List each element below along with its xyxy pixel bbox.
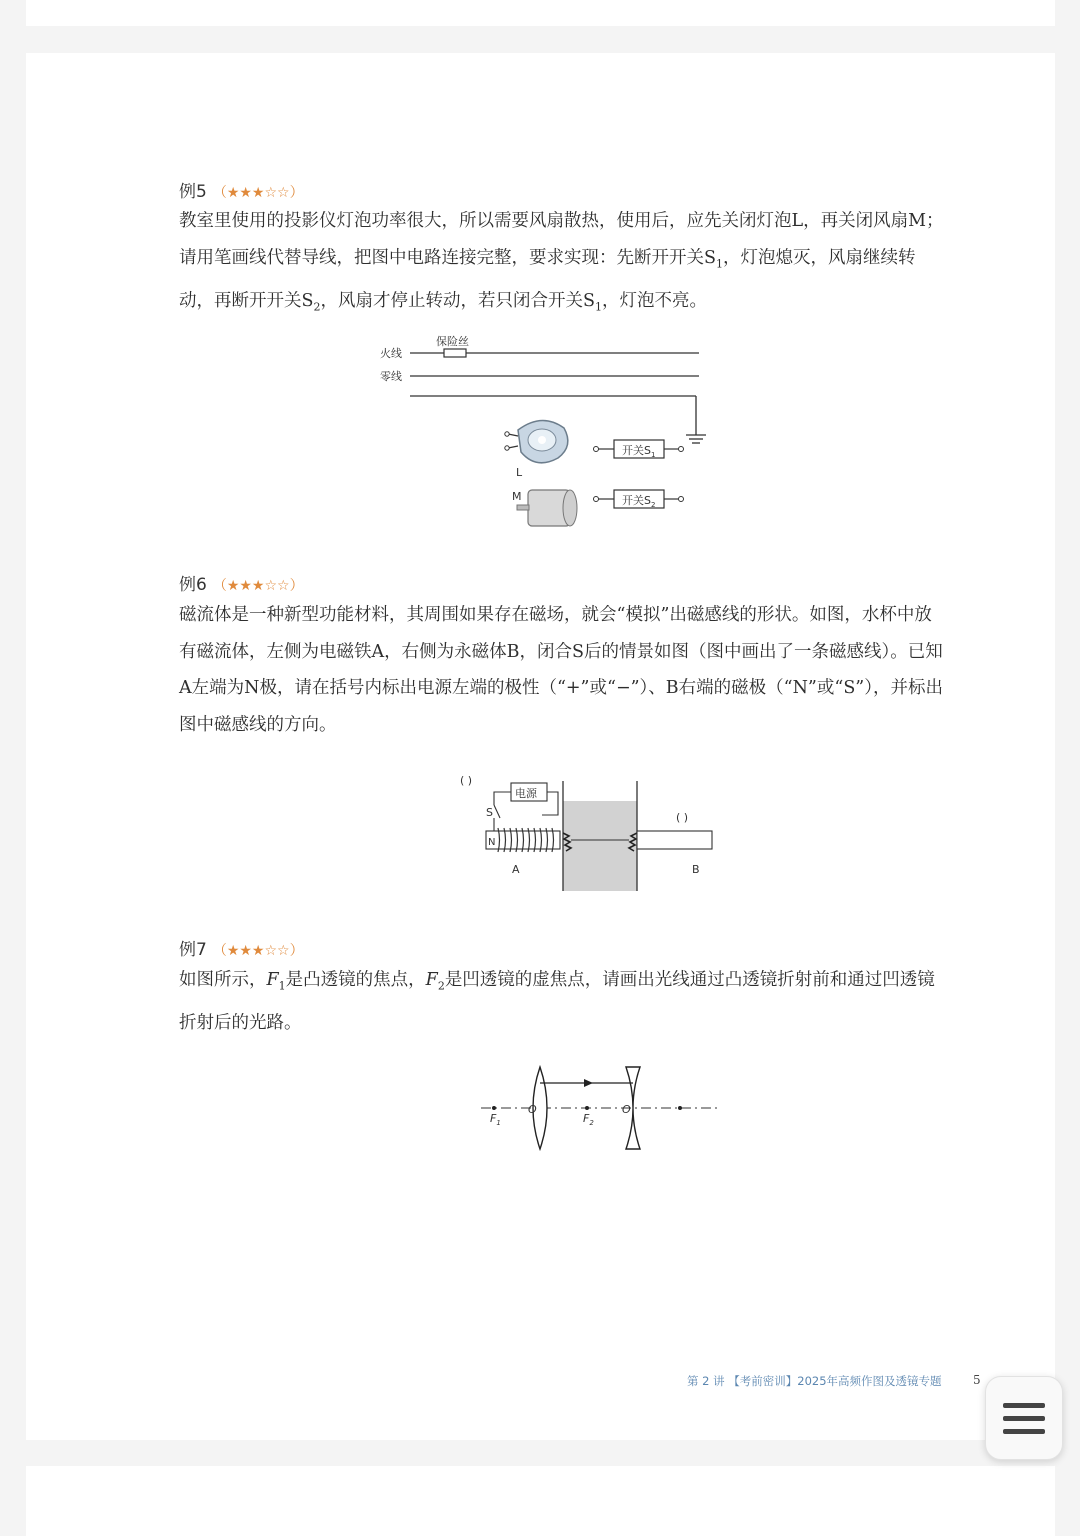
svg-text:开关S2: 开关$S_2$ [622,494,656,509]
neutral-wire-label: 零线 [380,370,402,383]
svg-text:F2: $F_2$ [583,1112,594,1127]
example-7-title [179,935,304,960]
lens-optics-diagram [476,1063,726,1155]
f2-label: F [583,1112,590,1125]
f1-label: F [490,1112,497,1125]
example-7-label: 例7 [179,940,207,960]
switch-2-label: 开关S [622,494,651,507]
document-page [26,53,1055,1440]
focus-f1 [492,1106,496,1110]
example-7-difficulty-stars: （★★★☆☆） [212,943,304,959]
power-source-label: 电源 [515,787,537,800]
svg-text:开关S1: 开关$S_1$ [622,444,656,459]
motor-label: M [512,490,522,503]
fuse-label: 保险丝 [436,335,469,348]
label-b: B [692,863,700,876]
magnetic-fluid-diagram [446,771,736,891]
label-a: A [512,863,520,876]
fuse [444,349,466,357]
hamburger-menu-icon [1003,1403,1045,1408]
page-footer: 第 2 讲 【考前密训】2025年高频作图及透镜专题 [687,1374,942,1388]
power-polarity-bracket: ( ) [460,774,473,787]
example-5-difficulty-stars: （★★★☆☆） [212,185,304,201]
electromagnet-a [486,828,560,852]
previous-page-edge [26,0,1055,26]
example-5-question: 教室里使用的投影仪灯泡功率很大，所以需要风扇散热，使用后，应先关闭灯泡L，再关闭风扇M；请用笔画线代替导线，把图中电路连接完整，要求实现：先断开开关$S_1$，灯泡熄灭，风扇继续转动，再断开开关$S_2$，风扇才停止转动，若只闭合开关$S_1$，灯泡不亮。 [179,211,944,313]
o1-label: O [528,1103,537,1116]
circuit-diagram [366,328,726,538]
example-6-question: 磁流体是一种新型功能材料，其周围如果存在磁场，就会“模拟”出磁感线的形状。如图，水杯中放有磁流体，左侧为电磁铁A，右侧为永磁体B，闭合S后的情景如图（图中画出了一条磁感线）。已知A左端为N极，请在括号内标出电源左端的极性（“+”或“−”）、B右端的磁极（“N”或“S”），并标出图中磁感线的方向。 [179,605,944,735]
lamp-icon [505,420,568,462]
live-wire-label: 火线 [380,347,402,360]
example-7-question: 如图所示，$F_1$是凸透镜的焦点，$F_2$是凹透镜的虚焦点，请画出光线通过凸透镜折射前和通过凹透镜折射后的光路。 [179,970,935,1033]
permanent-magnet-b [637,831,712,849]
o2-label: O [622,1103,631,1116]
example-6-label: 例6 [179,575,207,595]
example-5-label: 例5 [179,182,207,202]
next-page-edge [26,1466,1055,1536]
switch-1-label: 开关S [622,444,651,457]
point-right [678,1106,682,1110]
example-6-difficulty-stars: （★★★☆☆） [212,578,304,594]
menu-button[interactable] [985,1376,1063,1460]
switch-s [494,805,500,818]
lamp-label: L [516,466,523,479]
focus-f2 [585,1106,589,1110]
b-pole-bracket: ( ) [676,811,689,824]
page-number: 5 [973,1373,981,1387]
switch-s-label: S [486,806,493,819]
motor-icon [517,490,577,526]
n-pole-label: N [488,837,496,848]
example-5-title [179,177,304,202]
svg-text:F1: $F_1$ [490,1112,501,1127]
ray-direction-arrow [584,1079,593,1087]
example-6-title [179,570,304,595]
